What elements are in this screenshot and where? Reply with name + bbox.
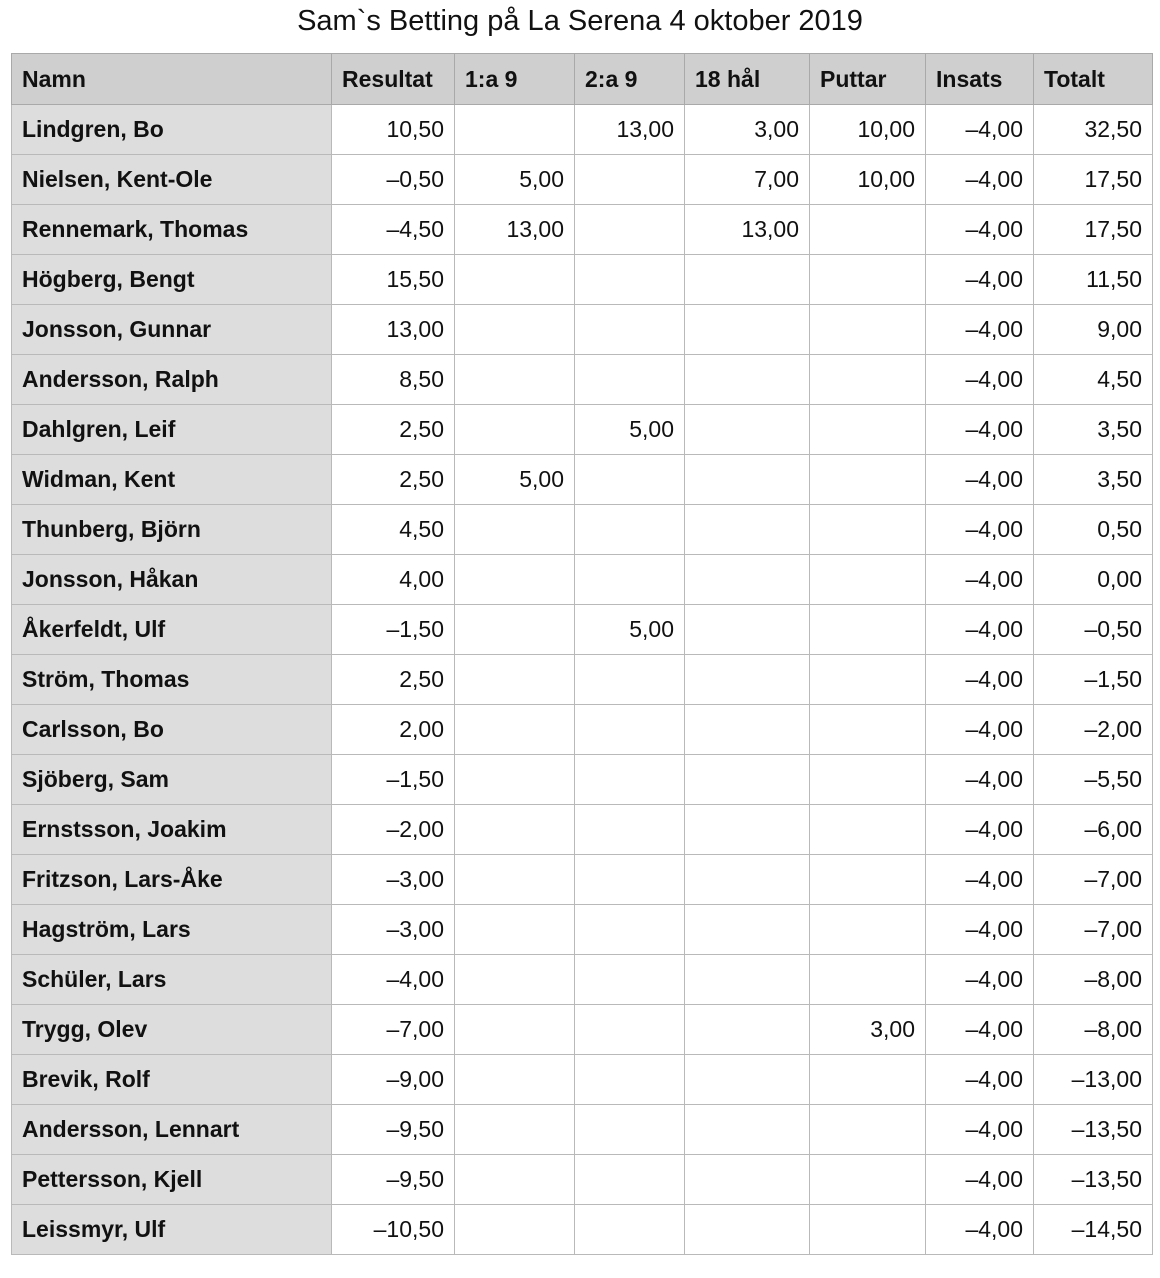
value-cell — [455, 855, 575, 905]
player-name-cell: Ström, Thomas — [12, 655, 332, 705]
value-cell — [575, 955, 685, 1005]
value-cell: –4,00 — [926, 255, 1034, 305]
value-cell — [575, 655, 685, 705]
value-cell — [455, 1055, 575, 1105]
value-cell: –7,00 — [1034, 905, 1153, 955]
value-cell — [575, 455, 685, 505]
value-cell: 3,50 — [1034, 405, 1153, 455]
value-cell: –4,00 — [926, 155, 1034, 205]
value-cell: –1,50 — [332, 755, 455, 805]
value-cell: –10,50 — [332, 1205, 455, 1255]
table-row — [12, 455, 1153, 505]
value-cell: –0,50 — [332, 155, 455, 205]
value-cell — [455, 1105, 575, 1155]
value-cell: –13,50 — [1034, 1155, 1153, 1205]
table-header-row — [12, 54, 1153, 105]
value-cell — [455, 705, 575, 755]
value-cell — [685, 255, 810, 305]
table-row — [12, 305, 1153, 355]
value-cell — [685, 805, 810, 855]
value-cell: 7,00 — [685, 155, 810, 205]
column-header-0: Namn — [12, 54, 332, 105]
value-cell — [455, 305, 575, 355]
column-header-1: Resultat — [332, 54, 455, 105]
value-cell: 5,00 — [575, 405, 685, 455]
value-cell: –14,50 — [1034, 1205, 1153, 1255]
player-name-cell: Jonsson, Gunnar — [12, 305, 332, 355]
value-cell: 17,50 — [1034, 205, 1153, 255]
value-cell — [810, 255, 926, 305]
table-row — [12, 205, 1153, 255]
value-cell: 2,00 — [332, 705, 455, 755]
value-cell — [575, 1105, 685, 1155]
player-name-cell: Thunberg, Björn — [12, 505, 332, 555]
value-cell — [810, 1055, 926, 1105]
value-cell: –4,00 — [926, 205, 1034, 255]
value-cell — [575, 355, 685, 405]
value-cell: –1,50 — [332, 605, 455, 655]
player-name-cell: Hagström, Lars — [12, 905, 332, 955]
table-row — [12, 555, 1153, 605]
value-cell: 2,50 — [332, 655, 455, 705]
value-cell — [685, 1055, 810, 1105]
value-cell: –13,00 — [1034, 1055, 1153, 1105]
value-cell: –9,50 — [332, 1105, 455, 1155]
column-header-2: 1:a 9 — [455, 54, 575, 105]
value-cell: –5,50 — [1034, 755, 1153, 805]
value-cell — [575, 505, 685, 555]
column-header-7: Totalt — [1034, 54, 1153, 105]
table-row — [12, 155, 1153, 205]
table-row — [12, 355, 1153, 405]
value-cell — [575, 1005, 685, 1055]
value-cell: –4,00 — [926, 355, 1034, 405]
player-name-cell: Sjöberg, Sam — [12, 755, 332, 805]
page-title: Sam`s Betting på La Serena 4 oktober 2019 — [297, 5, 863, 37]
value-cell — [810, 1205, 926, 1255]
value-cell — [685, 1105, 810, 1155]
value-cell: 2,50 — [332, 455, 455, 505]
value-cell — [575, 1205, 685, 1255]
value-cell — [685, 1005, 810, 1055]
value-cell — [685, 905, 810, 955]
value-cell: 17,50 — [1034, 155, 1153, 205]
value-cell: –2,00 — [1034, 705, 1153, 755]
player-name-cell: Brevik, Rolf — [12, 1055, 332, 1105]
value-cell: –8,00 — [1034, 1005, 1153, 1055]
table-row — [12, 405, 1153, 455]
player-name-cell: Andersson, Ralph — [12, 355, 332, 405]
value-cell — [685, 705, 810, 755]
table-row — [12, 755, 1153, 805]
value-cell: 4,50 — [1034, 355, 1153, 405]
value-cell — [685, 655, 810, 705]
value-cell — [455, 1205, 575, 1255]
table-row — [12, 955, 1153, 1005]
value-cell — [575, 305, 685, 355]
value-cell: –4,00 — [926, 855, 1034, 905]
column-header-5: Puttar — [810, 54, 926, 105]
value-cell — [685, 455, 810, 505]
value-cell — [685, 555, 810, 605]
value-cell — [455, 805, 575, 855]
value-cell — [810, 555, 926, 605]
value-cell — [455, 905, 575, 955]
value-cell: –9,00 — [332, 1055, 455, 1105]
value-cell — [455, 655, 575, 705]
value-cell: –6,00 — [1034, 805, 1153, 855]
value-cell — [575, 555, 685, 605]
value-cell: 5,00 — [455, 155, 575, 205]
value-cell — [810, 705, 926, 755]
value-cell — [575, 1155, 685, 1205]
value-cell — [575, 705, 685, 755]
table-row — [12, 105, 1153, 155]
value-cell: 2,50 — [332, 405, 455, 455]
value-cell — [810, 305, 926, 355]
value-cell — [810, 855, 926, 905]
value-cell: 11,50 — [1034, 255, 1153, 305]
value-cell: –4,50 — [332, 205, 455, 255]
value-cell: 9,00 — [1034, 305, 1153, 355]
value-cell: –4,00 — [926, 305, 1034, 355]
value-cell: –4,00 — [926, 1205, 1034, 1255]
value-cell: 4,50 — [332, 505, 455, 555]
value-cell — [810, 805, 926, 855]
player-name-cell: Andersson, Lennart — [12, 1105, 332, 1155]
value-cell — [455, 755, 575, 805]
value-cell: –0,50 — [1034, 605, 1153, 655]
value-cell — [575, 755, 685, 805]
value-cell: 0,50 — [1034, 505, 1153, 555]
value-cell: –4,00 — [926, 755, 1034, 805]
value-cell: –4,00 — [926, 1105, 1034, 1155]
value-cell — [575, 905, 685, 955]
betting-table — [11, 53, 1153, 1255]
value-cell — [685, 355, 810, 405]
value-cell — [810, 505, 926, 555]
table-row — [12, 605, 1153, 655]
value-cell — [810, 1105, 926, 1155]
player-name-cell: Dahlgren, Leif — [12, 405, 332, 455]
table-row — [12, 1105, 1153, 1155]
value-cell: –4,00 — [926, 555, 1034, 605]
value-cell: 0,00 — [1034, 555, 1153, 605]
value-cell: –3,00 — [332, 855, 455, 905]
value-cell — [685, 955, 810, 1005]
value-cell — [575, 855, 685, 905]
value-cell: –2,00 — [332, 805, 455, 855]
value-cell: –4,00 — [926, 455, 1034, 505]
player-name-cell: Pettersson, Kjell — [12, 1155, 332, 1205]
value-cell: 13,00 — [332, 305, 455, 355]
value-cell: –4,00 — [926, 405, 1034, 455]
value-cell: –13,50 — [1034, 1105, 1153, 1155]
column-header-3: 2:a 9 — [575, 54, 685, 105]
value-cell — [685, 755, 810, 805]
value-cell: 13,00 — [575, 105, 685, 155]
player-name-cell: Högberg, Bengt — [12, 255, 332, 305]
value-cell — [685, 1155, 810, 1205]
value-cell — [455, 255, 575, 305]
value-cell — [685, 505, 810, 555]
value-cell: 4,00 — [332, 555, 455, 605]
value-cell — [455, 1005, 575, 1055]
value-cell — [685, 405, 810, 455]
table-row — [12, 505, 1153, 555]
value-cell: 10,50 — [332, 105, 455, 155]
value-cell — [455, 605, 575, 655]
value-cell: 13,00 — [685, 205, 810, 255]
column-header-4: 18 hål — [685, 54, 810, 105]
value-cell — [685, 1205, 810, 1255]
table-row — [12, 1055, 1153, 1105]
value-cell — [810, 655, 926, 705]
table-row — [12, 255, 1153, 305]
value-cell — [575, 205, 685, 255]
value-cell: 3,00 — [810, 1005, 926, 1055]
value-cell: –4,00 — [926, 705, 1034, 755]
value-cell: –1,50 — [1034, 655, 1153, 705]
value-cell — [810, 355, 926, 405]
value-cell: 13,00 — [455, 205, 575, 255]
value-cell: –4,00 — [926, 605, 1034, 655]
player-name-cell: Ernstsson, Joakim — [12, 805, 332, 855]
value-cell: –7,00 — [332, 1005, 455, 1055]
table-row — [12, 655, 1153, 705]
value-cell — [685, 305, 810, 355]
player-name-cell: Carlsson, Bo — [12, 705, 332, 755]
table-body — [12, 105, 1153, 1255]
value-cell — [455, 405, 575, 455]
value-cell: 15,50 — [332, 255, 455, 305]
value-cell — [810, 605, 926, 655]
value-cell: –4,00 — [926, 1005, 1034, 1055]
value-cell — [810, 205, 926, 255]
value-cell: 5,00 — [575, 605, 685, 655]
value-cell: –4,00 — [926, 1055, 1034, 1105]
value-cell — [455, 955, 575, 1005]
value-cell: –4,00 — [926, 505, 1034, 555]
table-row — [12, 1155, 1153, 1205]
value-cell — [455, 105, 575, 155]
value-cell: 10,00 — [810, 105, 926, 155]
value-cell — [810, 405, 926, 455]
value-cell: 3,00 — [685, 105, 810, 155]
player-name-cell: Nielsen, Kent-Ole — [12, 155, 332, 205]
value-cell: –3,00 — [332, 905, 455, 955]
value-cell: –9,50 — [332, 1155, 455, 1205]
value-cell: 8,50 — [332, 355, 455, 405]
value-cell: –4,00 — [926, 655, 1034, 705]
value-cell: 3,50 — [1034, 455, 1153, 505]
value-cell: 32,50 — [1034, 105, 1153, 155]
value-cell: –4,00 — [926, 905, 1034, 955]
player-name-cell: Jonsson, Håkan — [12, 555, 332, 605]
value-cell: –4,00 — [332, 955, 455, 1005]
player-name-cell: Schüler, Lars — [12, 955, 332, 1005]
player-name-cell: Lindgren, Bo — [12, 105, 332, 155]
value-cell: –4,00 — [926, 105, 1034, 155]
value-cell — [455, 1155, 575, 1205]
table-row — [12, 905, 1153, 955]
value-cell — [575, 805, 685, 855]
player-name-cell: Leissmyr, Ulf — [12, 1205, 332, 1255]
value-cell: –4,00 — [926, 805, 1034, 855]
column-header-6: Insats — [926, 54, 1034, 105]
value-cell — [810, 905, 926, 955]
table-row — [12, 855, 1153, 905]
table-row — [12, 1205, 1153, 1255]
value-cell: –8,00 — [1034, 955, 1153, 1005]
value-cell — [810, 755, 926, 805]
player-name-cell: Trygg, Olev — [12, 1005, 332, 1055]
table-row — [12, 705, 1153, 755]
value-cell — [810, 955, 926, 1005]
value-cell — [810, 1155, 926, 1205]
value-cell — [810, 455, 926, 505]
value-cell: –4,00 — [926, 955, 1034, 1005]
table-row — [12, 805, 1153, 855]
value-cell: –4,00 — [926, 1155, 1034, 1205]
table-row — [12, 1005, 1153, 1055]
value-cell — [575, 255, 685, 305]
value-cell: –7,00 — [1034, 855, 1153, 905]
player-name-cell: Widman, Kent — [12, 455, 332, 505]
value-cell — [455, 505, 575, 555]
value-cell — [685, 605, 810, 655]
value-cell — [575, 1055, 685, 1105]
value-cell: 10,00 — [810, 155, 926, 205]
value-cell — [685, 855, 810, 905]
value-cell: 5,00 — [455, 455, 575, 505]
player-name-cell: Åkerfeldt, Ulf — [12, 605, 332, 655]
player-name-cell: Rennemark, Thomas — [12, 205, 332, 255]
value-cell — [455, 555, 575, 605]
value-cell — [455, 355, 575, 405]
value-cell — [575, 155, 685, 205]
player-name-cell: Fritzson, Lars-Åke — [12, 855, 332, 905]
